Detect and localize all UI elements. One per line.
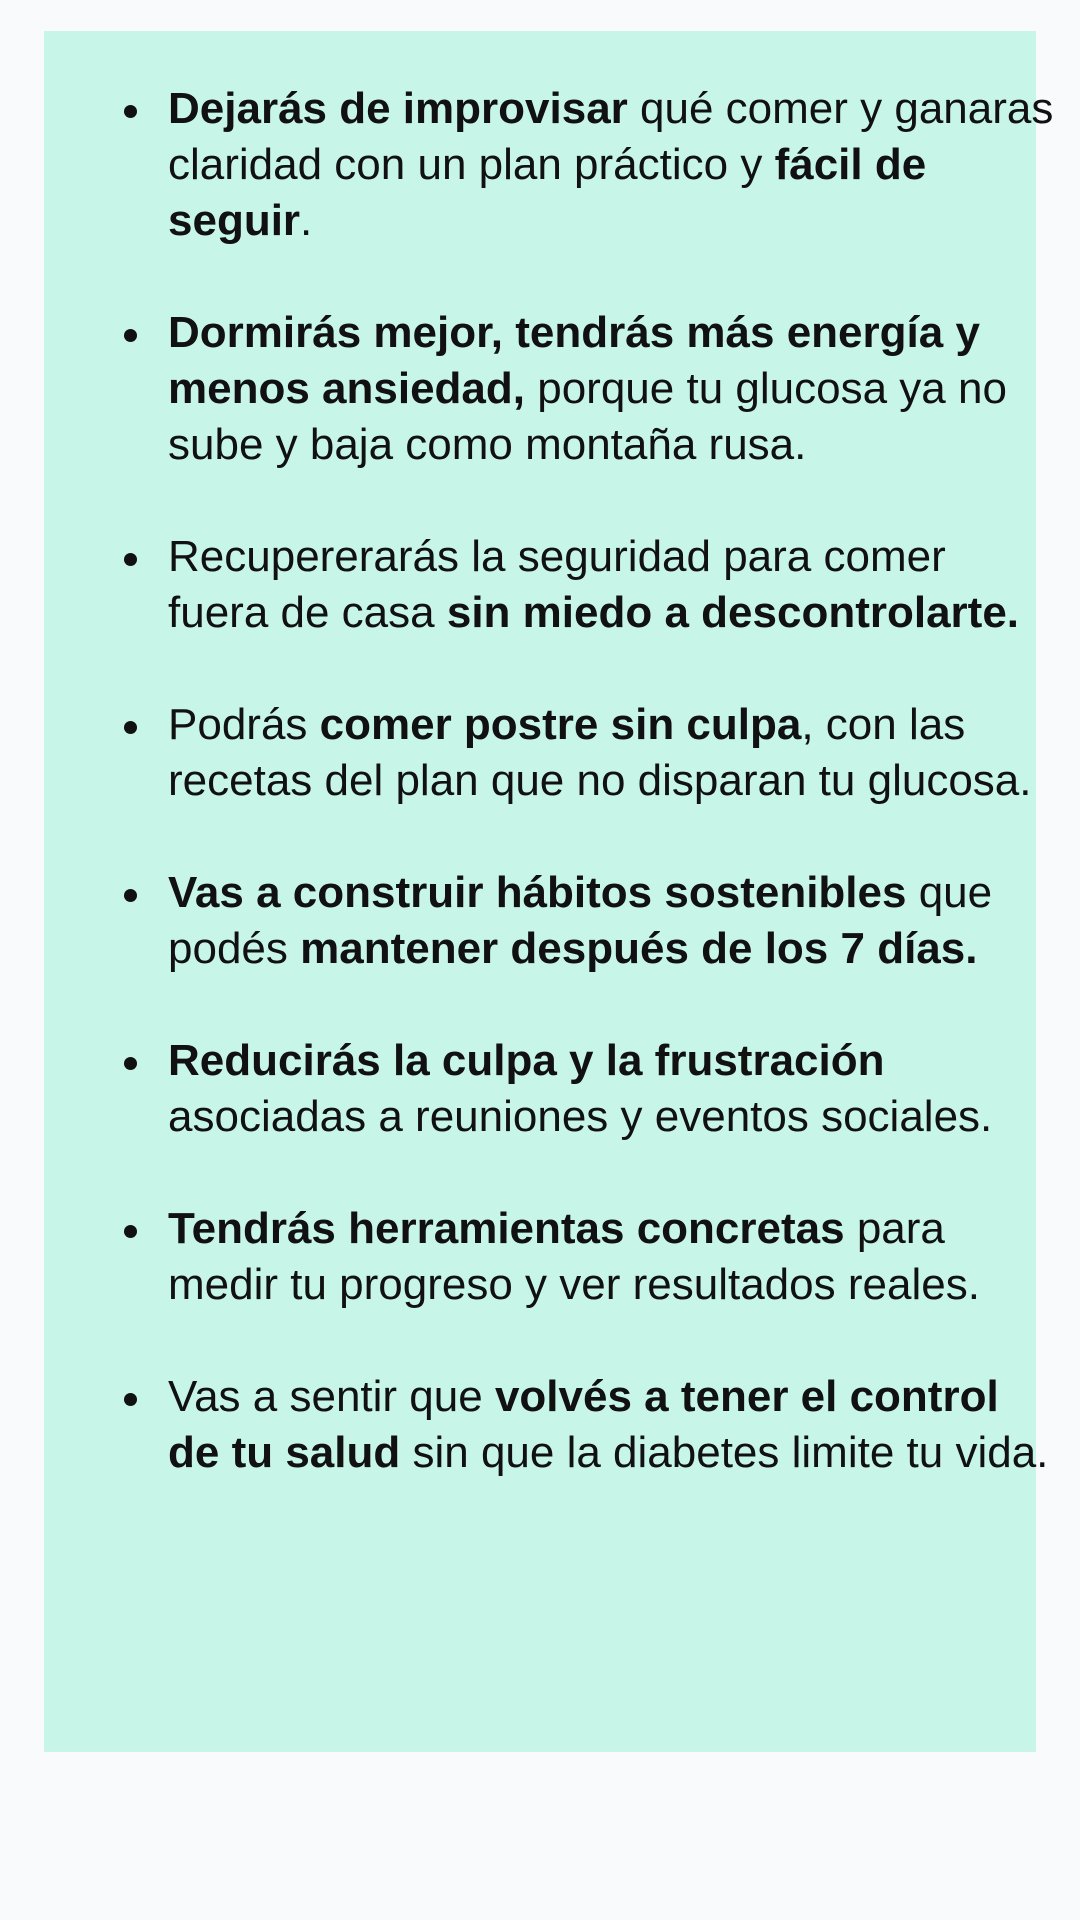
benefit-text-bold: sin miedo a descontrolarte. xyxy=(446,588,1020,637)
bullet-icon xyxy=(124,1393,137,1406)
benefit-item xyxy=(124,305,1056,473)
benefit-item xyxy=(124,529,1056,641)
bullet-icon xyxy=(124,1057,137,1070)
benefit-text: . xyxy=(300,196,313,245)
bullet-icon xyxy=(124,721,137,734)
benefit-text-bold: volvés a tener el control de tu salud xyxy=(168,1372,999,1477)
benefit-item xyxy=(124,81,1056,249)
bullet-icon xyxy=(124,1225,137,1238)
benefit-text: que podés xyxy=(168,868,993,973)
benefit-text: , con las recetas del plan que no disparan tu glucosa. xyxy=(168,700,1032,805)
benefit-text: asociadas a reuniones y eventos sociales. xyxy=(168,1092,993,1141)
benefit-text-bold: comer postre sin culpa xyxy=(319,700,802,749)
benefit-text-bold: Reducirás la culpa y la frustración xyxy=(168,1036,885,1085)
benefit-item xyxy=(124,1033,1056,1145)
bullet-icon xyxy=(124,329,137,342)
benefit-item xyxy=(124,865,1056,977)
bullet-icon xyxy=(124,889,137,902)
benefit-item xyxy=(124,1369,1056,1481)
bullet-icon xyxy=(124,105,137,118)
benefits-list xyxy=(124,81,1056,1481)
bullet-icon xyxy=(124,553,137,566)
benefit-text-bold: Dejarás de improvisar xyxy=(168,84,628,133)
benefit-text: sin que la diabetes limite tu vida. xyxy=(400,1428,1049,1477)
benefit-text-bold: mantener después de los 7 días. xyxy=(300,924,978,973)
benefit-text: Vas a sentir que xyxy=(168,1372,495,1421)
benefit-text: porque tu glucosa ya no sube y baja como montaña rusa. xyxy=(168,364,1007,469)
benefit-item xyxy=(124,697,1056,809)
benefit-text-bold: Tendrás herramientas concretas xyxy=(168,1204,845,1253)
benefit-text: para medir tu progreso y ver resultados reales. xyxy=(168,1204,980,1309)
benefit-text: Recupererarás la seguridad para comer fuera de casa xyxy=(168,532,946,637)
benefit-text-bold: Vas a construir hábitos sostenibles xyxy=(168,868,907,917)
benefit-text: Podrás xyxy=(168,700,320,749)
benefit-item xyxy=(124,1201,1056,1313)
benefit-text-bold: Dormirás mejor, tendrás más energía y menos ansiedad, xyxy=(168,308,980,413)
benefit-text: qué comer y ganaras claridad con un plan práctico y xyxy=(168,84,1054,189)
benefit-text-bold: fácil de seguir xyxy=(168,140,927,245)
benefits-panel xyxy=(44,31,1054,1752)
